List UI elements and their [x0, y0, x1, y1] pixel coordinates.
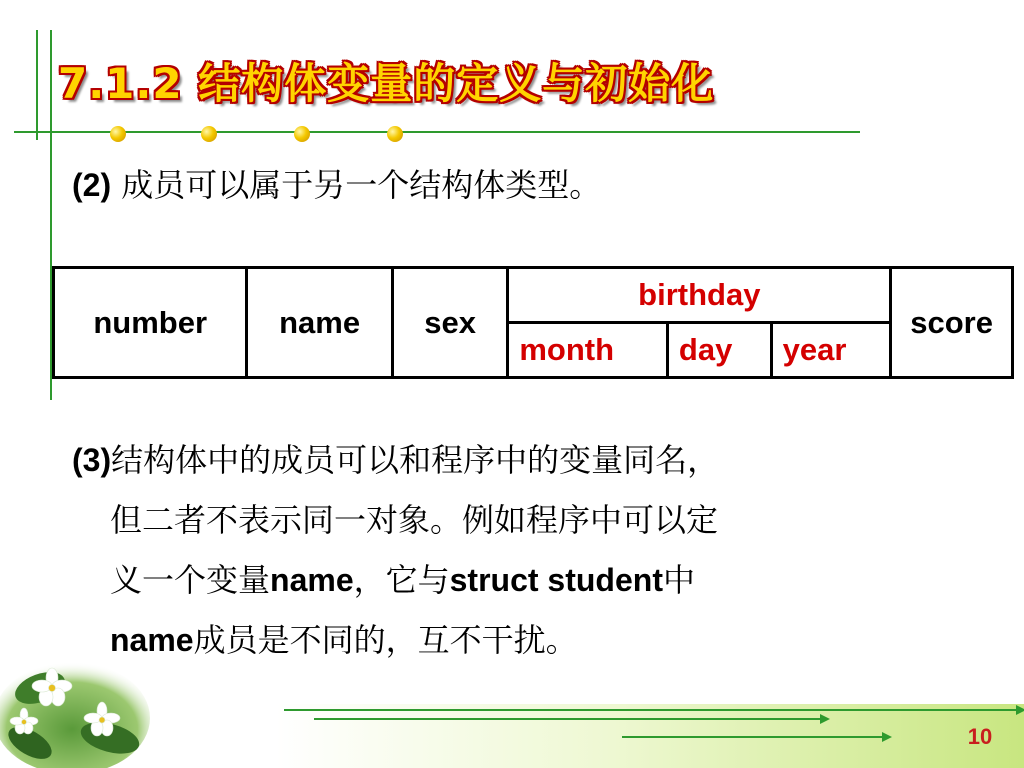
point-3-marker: (3) [72, 442, 112, 478]
table-cell-birthday: birthday [508, 268, 891, 323]
table-cell-name: name [247, 268, 392, 378]
line-4-code-name: name [110, 622, 194, 658]
point-3-line-3 [72, 550, 1002, 610]
line-3-code-name: name [270, 562, 354, 598]
line-3-code-struct: struct student [449, 562, 663, 598]
footer-arrow [284, 709, 1018, 711]
struct-layout-table [52, 266, 1014, 379]
point-2 [72, 160, 601, 206]
slide-title: 7.1.2 结构体变量的定义与初始化 [58, 59, 715, 108]
point-3-line-1 [72, 430, 1002, 490]
footer-arrow [622, 736, 884, 738]
page-number: 10 [967, 724, 993, 749]
point-3-line-1-text: 结构体中的成员可以和程序中的变量同名， [111, 441, 720, 479]
line-4-text: 成员是不同的，互不干扰。 [193, 621, 578, 659]
point-3 [72, 430, 1002, 670]
table-cell-year: year [771, 323, 891, 378]
table-cell-sex: sex [392, 268, 508, 378]
line-3-text-c: ，它与 [353, 561, 450, 599]
point-2-text: 成员可以属于另一个结构体类型。 [111, 166, 602, 204]
decor-dot [201, 126, 217, 142]
table-cell-number: number [54, 268, 247, 378]
title-underline [14, 131, 860, 133]
table-cell-month: month [508, 323, 668, 378]
flower-decoration-image [0, 648, 160, 768]
table-cell-score: score [891, 268, 1013, 378]
line-3-text-a: 义一个变量 [110, 561, 271, 599]
decor-dot [294, 126, 310, 142]
line-3-text-e: 中 [662, 561, 695, 599]
decor-dot [387, 126, 403, 142]
point-3-line-2: 但二者不表示同一对象。例如程序中可以定 [110, 501, 719, 539]
table-cell-day: day [667, 323, 771, 378]
decor-dot [110, 126, 126, 142]
point-2-marker: (2) [72, 167, 112, 203]
footer-arrow [314, 718, 822, 720]
frame-vertical-line [36, 30, 38, 140]
point-3-line-4 [72, 610, 1002, 670]
